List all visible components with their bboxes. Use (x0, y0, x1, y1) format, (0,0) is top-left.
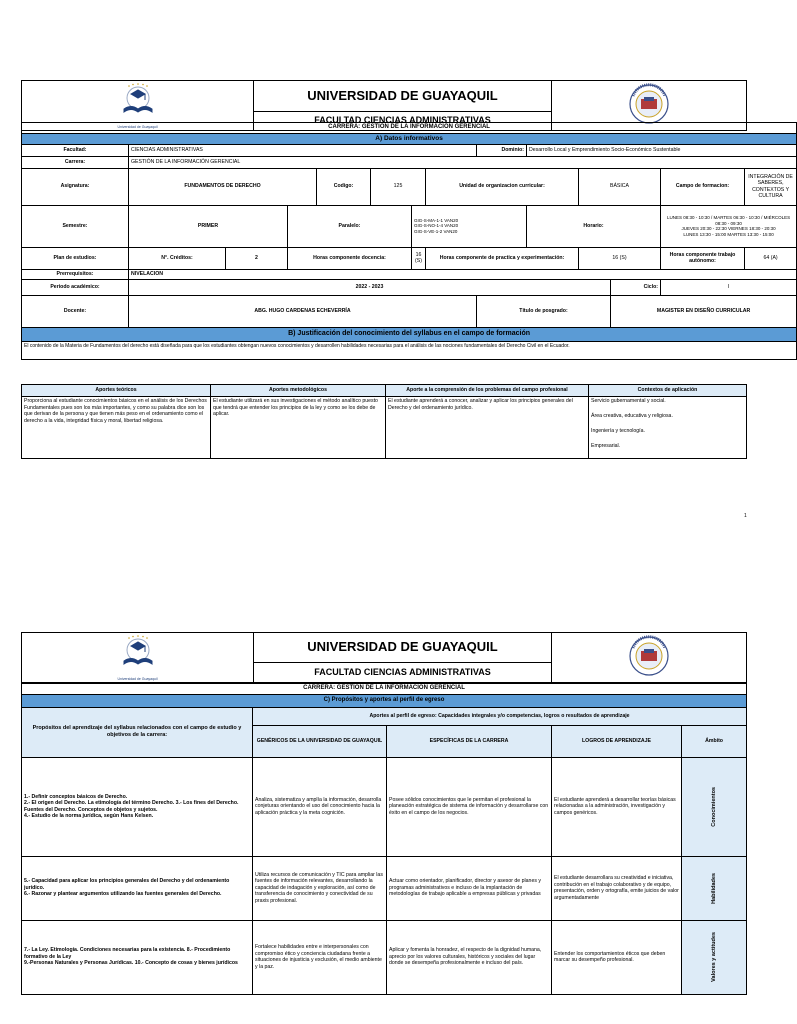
aportes-metodologicos-text: El estudiante utilizará en sus investigaciones el método analítico puesto que tendrá que entender los principios de la ley y como se los debe de aplicar. (211, 397, 386, 459)
facultad-value: CIENCIAS ADMINISTRATIVAS (129, 144, 477, 156)
faculty-seal-icon (621, 634, 677, 678)
unidad-label: Unidad de organizacion curricular: (426, 168, 579, 205)
col-aportes-metodologicos: Aportes metodológicos (211, 385, 386, 397)
datos-informativos-table (21, 122, 797, 360)
genericos-cell: Analiza, sistematiza y amplía la información, desarrolla conjeturas orientando el uso del conocimiento hacia la aplicación práctica y la meta cognición. (253, 757, 387, 856)
plan-label: Plan de estudios: (22, 247, 129, 269)
titulo-label: Título de posgrado: (477, 295, 611, 327)
aportes-table (21, 384, 747, 459)
ambito-cell (682, 757, 747, 856)
docente-value: ABG. HUGO CARDENAS ECHEVERRÍA (129, 295, 477, 327)
docencia-label: Horas componente docencia: (288, 247, 412, 269)
periodo-value: 2022 - 2023 (129, 279, 611, 295)
especificas-cell: Aplicar y fomenta la honradez, el respecto de la dignidad humana, aprecio por los valores culturales, históricos y sociales del lugar donde se desempeña profesionalmente e incluso del país. (387, 920, 552, 994)
university-title: UNIVERSIDAD DE GUAYAQUIL (254, 81, 552, 112)
contexto-item: Empresarial. (591, 443, 621, 449)
logo-caption: Universidad de Guayaquil (117, 124, 158, 129)
horario-value: LUNES 08:30 - 10:30 / MARTES 06:30 - 10:30 / MIÉRCOLES 08:30 - 09:30 JUEVES 20:30 - 22:30 VIERNES 18:30 - 20:30 LUNES 13:30 - 15:00 MARTES 13:30 - 15:00 (661, 205, 797, 247)
ambito-label: Habilidades (710, 872, 717, 904)
codigo-label: Codigo: (317, 168, 371, 205)
creditos-label: N°. Créditos: (129, 247, 226, 269)
propositos-cell: 7.- La Ley. Etimología. Condiciones necesarias para la existencia. 8.- Procedimiento formativo de la Ley 9.-Personas Naturales y Personas Jurídicas. 10.- Concepto de cosas y bienes jurídicos (22, 920, 253, 994)
logros-cell: El estudiante aprenderá a desarrollar teorías básicas relacionadas a la administración, investigación y campos genéricos. (552, 757, 682, 856)
contextos-list (589, 397, 747, 459)
horario-label: Horario: (527, 205, 661, 247)
col-ambito: Ámbito (682, 725, 747, 757)
faculty-seal-icon (621, 82, 677, 126)
periodo-label: Periodo académico: (22, 279, 129, 295)
ciclo-value: I (661, 279, 797, 295)
practica-label: Horas componente de practica y experimentación: (426, 247, 579, 269)
aportes-perfil-header: Aportes al perfil de egreso: Capacidades integrales y/o competencias, logros o resultados de aprendizaje (253, 707, 747, 725)
faculty-seal-cell (552, 633, 747, 683)
prerreq-label: Prerrequisitos: (22, 269, 129, 279)
section-a-title: A) Datos informativos (22, 133, 797, 144)
asignatura-label: Asignatura: (22, 168, 129, 205)
carrera-value: GESTIÓN DE LA INFORMACIÓN GERENCIAL (129, 156, 797, 168)
especificas-cell: Posee sólidos conocimientos que le permitan el profesional la planeación estratégica de sistema de información y desarrollarse con éxito en el campo de los negocios. (387, 757, 552, 856)
contexto-item: Ingeniería y tecnología. (591, 428, 645, 434)
autonomo-label: Horas componente trabajo autónomo: (661, 247, 745, 269)
asignatura-value: FUNDAMENTOS DE DERECHO (129, 168, 317, 205)
genericos-cell: Fortalece habilidades entre e interpersonales con compromiso ético y conciencia ciudadana frente a situaciones de injusticia y exclusión, el medio ambiente y la paz. (253, 920, 387, 994)
paralelo-value: GIG-S-MA-1-1 VAN20 GIG-S-NO-1-4 VAN20 GIG-S-VE-1-2 VAN20 (412, 205, 527, 247)
table-row (22, 856, 747, 920)
carrera-label: Carrera: (22, 156, 129, 168)
prerreq-value: NIVELACION (129, 269, 797, 279)
creditos-value: 2 (226, 247, 288, 269)
dominio-value: Desarrollo Local y Emprendimiento Socio-Económico Sustentable (527, 144, 797, 156)
section-b-title: B) Justificación del conocimiento del syllabus en el campo de formación (22, 327, 797, 341)
career-line: CARRERA: GESTION DE LA INFORMACION GERENCIAL (22, 123, 797, 134)
ambito-cell (682, 856, 747, 920)
autonomo-value: 64 (A) (745, 247, 797, 269)
campo-label: Campo de formacion: (661, 168, 745, 205)
university-logo-cell (22, 633, 254, 683)
col-especificas: ESPECÍFICAS DE LA CARRERA (387, 725, 552, 757)
paralelo-label: Paralelo: (288, 205, 412, 247)
table-row (22, 920, 747, 994)
semestre-label: Semestre: (22, 205, 129, 247)
dominio-label: Dominio: (477, 144, 527, 156)
logros-cell: El estudiante desarrollara su creatividad e iniciativa, contribución en el trabajo colaborativo y de equipo, presentación, orden y ortografía, emite juicios de valor argumentadamente (552, 856, 682, 920)
table-row (22, 757, 747, 856)
ambito-label: Valores y actitudes (710, 932, 717, 982)
ambito-label: Conocimientos (710, 786, 717, 827)
propositos-cell: 1.- Definir conceptos básicos de Derecho. 2.- El origen del Derecho. La etimología del término Derecho. 3.- Los fines del Derecho. Fuentes del Derecho. Conceptos de objetos y sujetos. 4.- Estudio de la norma jurídica, según Hans Kelsen. (22, 757, 253, 856)
col-aporte-comprension: Aporte a la comprensión de los problemas del campo profesional (386, 385, 589, 397)
practica-value: 16 (S) (579, 247, 661, 269)
contexto-item: Servicio gubernamental y social. (591, 398, 666, 404)
faculty-title: FACULTAD CIENCIAS ADMINISTRATIVAS (254, 111, 552, 130)
docencia-value: 16 (S) (412, 247, 426, 269)
logo-caption: Universidad de Guayaquil (117, 676, 158, 681)
aportes-teoricos-text: Proporciona al estudiante conocimientos básicos en el análisis de los Derechos Fundamentales pues son los más importantes, y como su palabra dice son los que derivan de la persona y que tienen más peso en el ordenamiento como el derecho a la vida, integridad física y moral, libertad religiosa. (22, 397, 211, 459)
logros-cell: Entender los comportamientos éticos que deben marcar su desempeño profesional. (552, 920, 682, 994)
col-logros: LOGROS DE APRENDIZAJE (552, 725, 682, 757)
codigo-value: 125 (371, 168, 426, 205)
campo-value: INTEGRACIÓN DE SABERES, CONTEXTOS Y CULTURA (745, 168, 797, 205)
ambito-cell (682, 920, 747, 994)
contexto-item: Área creativa, educativa y religiosa. (591, 413, 673, 419)
ciclo-label: Ciclo: (611, 279, 661, 295)
facultad-label: Facultad: (22, 144, 129, 156)
justificacion-text: El contenido de la Materia de Fundamentos del derecho está diseñada para que los estudiantes obtengan nuevos conocimientos y desarrollen habilidades necesarias para el análisis de las nociones fundamentales del Derecho Civil en el Ecuador. (22, 341, 797, 359)
col-aportes-teoricos: Aportes teóricos (22, 385, 211, 397)
career-line: CARRERA: GESTION DE LA INFORMACION GERENCIAL (22, 684, 747, 695)
section-c-title: C) Propósitos y aportes al perfil de egreso (22, 694, 747, 707)
especificas-cell: Actuar como orientador, planificador, director y asesor de planes y programas administrativos e incluso de la implantación de metodologías de trabajo aplicable a empresas públicas y privadas (387, 856, 552, 920)
propositos-header: Propósitos del aprendizaje del syllabus relacionados con el campo de estudio y objetivos de la carrera: (22, 707, 253, 757)
docente-label: Docente: (22, 295, 129, 327)
semestre-value: PRIMER (129, 205, 288, 247)
col-contextos-aplicacion: Contextos de aplicación (589, 385, 747, 397)
titulo-value: MAGISTER EN DISEÑO CURRICULAR (611, 295, 797, 327)
aporte-comprension-text: El estudiante aprenderá a conocer, analizar y aplicar los principios generales del Derecho y del ordenamiento jurídico. (386, 397, 589, 459)
unidad-value: BÁSICA (579, 168, 661, 205)
university-title: UNIVERSIDAD DE GUAYAQUIL (254, 633, 552, 663)
page-number: 1 (744, 513, 747, 519)
header-table-2 (21, 632, 747, 683)
propositos-table (21, 683, 747, 995)
genericos-cell: Utiliza recursos de comunicación y TIC para ampliar las fuentes de información relevantes, desarrollando la capacidad de indagación y exploración, así como de transferencia de conocimiento y conectividad de su praxis profesional. (253, 856, 387, 920)
propositos-cell: 5.- Capacidad para aplicar los principios generales del Derecho y del ordenamiento jurídico. 6.- Razonar y plantear argumentos utilizando las fuentes generales del Derecho. (22, 856, 253, 920)
faculty-title: FACULTAD CIENCIAS ADMINISTRATIVAS (254, 663, 552, 683)
university-logo-icon (115, 82, 161, 122)
col-genericos: GENÉRICOS DE LA UNIVERSIDAD DE GUAYAQUIL (253, 725, 387, 757)
university-logo-icon (115, 634, 161, 674)
